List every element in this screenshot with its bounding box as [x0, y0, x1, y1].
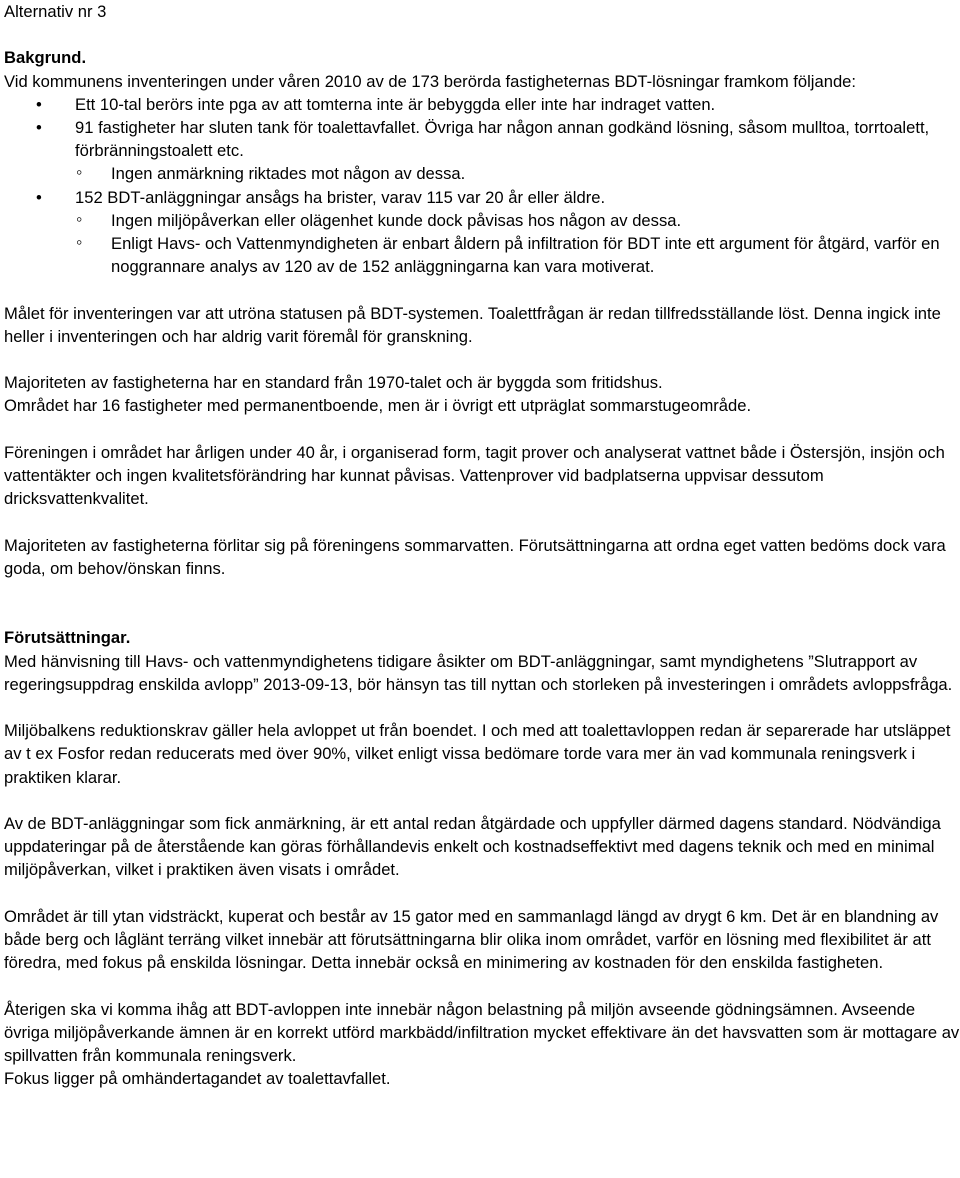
- spacer: [4, 882, 960, 905]
- spacer: [4, 418, 960, 441]
- spacer: [4, 23, 960, 46]
- list-item: • 91 fastigheter har sluten tank för toalettavfallet. Övriga har någon annan godkänd lösning, såsom mulltoa, torrtoalett, förbränningstoalett etc.: [4, 116, 960, 162]
- paragraph: Majoriteten av fastigheterna har en standard från 1970-talet och är byggda som fritidshus.: [4, 373, 663, 393]
- paragraph: Med hänvisning till Havs- och vattenmyndighetens tidigare åsikter om BDT-anläggningar, samt myndighetens ”Slutrapport av regeringsuppdrag enskilda avlopp” 2013-09-13, bör hänsyn tas till nyttan och storleken på investeringen i områdets avloppsfråga.: [4, 651, 953, 694]
- spacer: [4, 789, 960, 812]
- paragraph: Fokus ligger på omhändertagandet av toalettavfallet.: [4, 1069, 391, 1089]
- paragraph: Återigen ska vi komma ihåg att BDT-avloppen inte innebär någon belastning på miljön avseende gödningsämnen. Avseende övriga miljöpåverkande ämnen är en korrekt utförd markbädd/infiltration mycket effektivare än det havsvatten som är mottagare av spillvatten från kommunala reningsverk.: [4, 999, 960, 1065]
- spacer: [4, 278, 960, 301]
- list-subitem: ◦ Ingen anmärkning riktades mot någon av dessa.: [4, 162, 960, 185]
- spacer: [4, 603, 960, 626]
- paragraph: Majoriteten av fastigheterna förlitar sig på föreningens sommarvatten. Förutsättningarna att ordna eget vatten bedöms dock vara goda, om behov/önskan finns.: [4, 535, 946, 578]
- spacer: [4, 348, 960, 371]
- document-title: Alternativ nr 3: [4, 2, 107, 21]
- spacer: [4, 696, 960, 719]
- bullet-list: [4, 93, 960, 279]
- spacer: [4, 510, 960, 533]
- paragraph: Miljöbalkens reduktionskrav gäller hela avloppet ut från boendet. I och med att toalettavloppen redan är separerade har utsläppet av t ex Fosfor redan reducerats med över 90%, vilket enligt vissa bedömare torde vara mer än vad kommunala reningsverk i praktiken klarar.: [4, 721, 951, 787]
- spacer: [4, 580, 960, 603]
- list-item: • 152 BDT-anläggningar ansågs ha brister, varav 115 var 20 år eller äldre.: [4, 186, 960, 209]
- list-item: • Ett 10-tal berörs inte pga av att tomterna inte är bebyggda eller inte har indraget vatten.: [4, 93, 960, 116]
- list-subitem: ◦ Enligt Havs- och Vattenmyndigheten är enbart åldern på infiltration för BDT inte ett argument för åtgärd, varför en noggrannare analys av 120 av de 152 anläggningarna kan vara motiverat.: [4, 232, 960, 278]
- section-heading-forutsattningar: Förutsättningar.: [4, 628, 131, 648]
- spacer: [4, 974, 960, 997]
- section-heading-bakgrund: Bakgrund.: [4, 48, 87, 68]
- paragraph: Föreningen i området har årligen under 40 år, i organiserad form, tagit prover och analyserat vattnet både i Östersjön, insjön och vattentäkter och ingen kvalitetsförändring har kunnat påvisas. Vattenprover vid badplatserna uppvisar dessutom dricksvattenkvalitet.: [4, 442, 945, 509]
- paragraph: Av de BDT-anläggningar som fick anmärkning, är ett antal redan åtgärdade och uppfyller därmed dagens standard. Nödvändiga uppdateringar på de återstående kan göras förhållandevis enkelt och kostnadseffektivt med dagens teknik och med en minimal miljöpåverkan, vilket i praktiken även visats i området.: [4, 813, 941, 880]
- intro-paragraph: Vid kommunens inventeringen under våren 2010 av de 173 berörda fastigheternas BDT-lösningar framkom följande:: [4, 71, 857, 91]
- paragraph: Målet för inventeringen var att utröna statusen på BDT-systemen. Toalettfrågan är redan tillfredsställande löst. Denna ingick inte heller i inventeringen och har aldrig varit föremål för granskning.: [4, 303, 941, 346]
- list-subitem: ◦ Ingen miljöpåverkan eller olägenhet kunde dock påvisas hos någon av dessa.: [4, 209, 960, 232]
- paragraph: Området har 16 fastigheter med permanentboende, men är i övrigt ett utpräglat sommarstugeområde.: [4, 396, 752, 416]
- paragraph: Området är till ytan vidsträckt, kuperat och består av 15 gator med en sammanlagd längd av drygt 6 km. Det är en blandning av både berg och låglänt terräng vilket innebär att förutsättningarna blir olika inom området, varför en lösning med flexibilitet är att föredra, med fokus på enskilda lösningar. Detta innebär också en minimering av kostnaden för den enskilda fastigheten.: [4, 906, 939, 973]
